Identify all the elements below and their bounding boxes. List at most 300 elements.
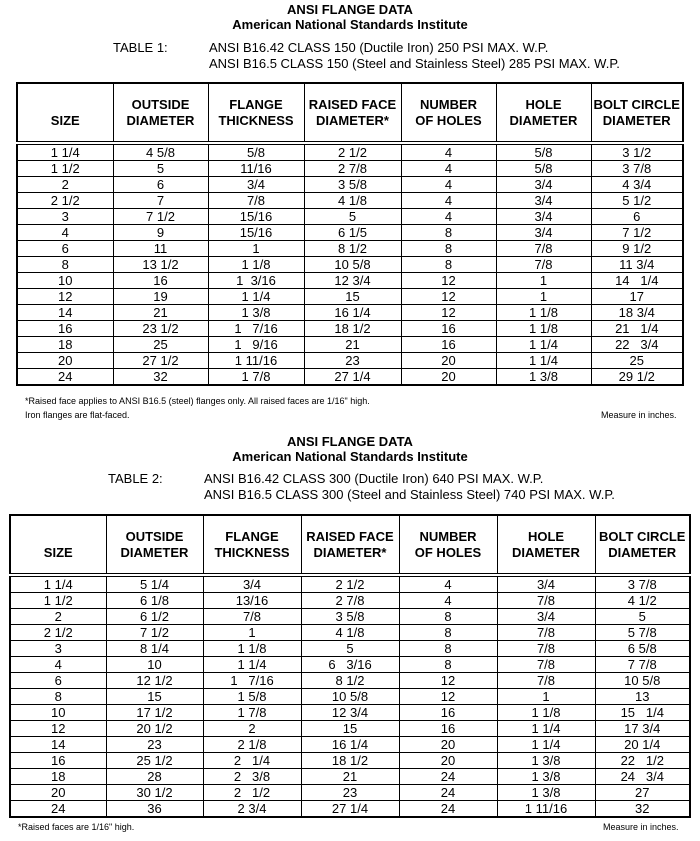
column-header-line2: OF HOLES <box>414 545 482 560</box>
table-cell: 16 <box>10 753 106 769</box>
table-cell: 16 <box>399 721 497 737</box>
table-cell: 13 <box>595 689 690 705</box>
table-cell: 6 1/5 <box>304 225 401 241</box>
column-header-line1: BOLT CIRCLE <box>593 97 680 112</box>
table-cell: 1 1/2 <box>17 161 113 177</box>
column-header-line2: DIAMETER* <box>316 113 389 128</box>
table-cell: 2 3/4 <box>203 801 301 818</box>
table2-spec-line2: ANSI B16.5 CLASS 300 (Steel and Stainless Steel) 740 PSI MAX. W.P. <box>204 487 615 502</box>
column-header <box>203 515 301 575</box>
table-cell: 1 1/8 <box>496 321 591 337</box>
table-cell: 12 3/4 <box>301 705 399 721</box>
table-cell: 6 <box>113 177 208 193</box>
table-cell: 8 <box>401 225 496 241</box>
table-cell: 17 1/2 <box>106 705 203 721</box>
table-cell: 12 1/2 <box>106 673 203 689</box>
table-cell: 3 5/8 <box>304 177 401 193</box>
table-cell: 1 1/4 <box>497 737 595 753</box>
column-header-line2: DIAMETER* <box>313 545 387 560</box>
column-header-line2: THICKNESS <box>214 545 290 560</box>
table2-footnote-line1: *Raised faces are 1/16" high. <box>18 822 135 832</box>
table-cell: 4 <box>401 161 496 177</box>
table-cell: 8 <box>401 241 496 257</box>
table-cell: 1 5/8 <box>203 689 301 705</box>
table-cell: 10 <box>17 273 113 289</box>
table-cell: 20 1/2 <box>106 721 203 737</box>
table-cell: 3/4 <box>496 177 591 193</box>
table-cell: 14 <box>10 737 106 753</box>
column-header-line2: SIZE <box>50 113 80 128</box>
table-header-row <box>17 83 683 143</box>
table-cell: 25 <box>113 337 208 353</box>
column-header <box>595 515 690 575</box>
table-cell: 11 <box>113 241 208 257</box>
column-header-line1: FLANGE <box>229 97 283 112</box>
table1-specs <box>113 40 673 72</box>
column-header-line1: RAISED FACE <box>308 97 397 112</box>
table1-measure-note: Measure in inches. <box>601 410 677 420</box>
table-cell: 18 3/4 <box>591 305 683 321</box>
table-cell: 12 <box>401 273 496 289</box>
table2-label: TABLE 2: <box>108 471 163 486</box>
table-cell: 3 1/2 <box>591 143 683 161</box>
table-cell: 12 <box>399 673 497 689</box>
table-cell: 1 1/4 <box>17 143 113 161</box>
table-cell: 1 1/4 <box>496 337 591 353</box>
table-cell: 8 <box>401 257 496 273</box>
table-cell: 23 1/2 <box>113 321 208 337</box>
column-header-line1: HOLE <box>527 529 565 544</box>
table-cell: 1 1/4 <box>497 721 595 737</box>
table-row <box>17 225 683 241</box>
table-cell: 12 <box>399 689 497 705</box>
table-cell: 3/4 <box>496 193 591 209</box>
table-cell: 5 1/2 <box>591 193 683 209</box>
table-row <box>17 161 683 177</box>
table-cell: 8 1/2 <box>301 673 399 689</box>
table-cell: 4 1/8 <box>301 625 399 641</box>
table-cell: 1 11/16 <box>208 353 304 369</box>
table-cell: 20 1/4 <box>595 737 690 753</box>
table-cell: 25 1/2 <box>106 753 203 769</box>
table-cell: 8 <box>399 657 497 673</box>
table-cell: 1 3/8 <box>497 753 595 769</box>
table-cell: 1 1/8 <box>208 257 304 273</box>
table-cell: 20 <box>399 753 497 769</box>
table-cell: 3/4 <box>496 209 591 225</box>
column-header <box>17 83 113 143</box>
table-cell: 1 <box>497 689 595 705</box>
table-cell: 5 <box>113 161 208 177</box>
table-cell: 24 <box>399 769 497 785</box>
table-cell: 32 <box>113 369 208 386</box>
table-cell: 6 1/8 <box>106 593 203 609</box>
table2-title: ANSI FLANGE DATA <box>287 434 413 449</box>
table1-footnote-line1: *Raised face applies to ANSI B16.5 (steel) flanges only. All raised faces are 1/16" high. <box>25 396 370 406</box>
table-row <box>17 257 683 273</box>
table-cell: 5 7/8 <box>595 625 690 641</box>
table-cell: 14 1/4 <box>591 273 683 289</box>
table-cell: 10 <box>10 705 106 721</box>
table-cell: 3/4 <box>203 575 301 593</box>
table-row <box>10 657 690 673</box>
table2-specs <box>108 471 678 503</box>
table-cell: 18 <box>17 337 113 353</box>
table-cell: 7 1/2 <box>106 625 203 641</box>
table-cell: 30 1/2 <box>106 785 203 801</box>
table-cell: 27 1/4 <box>301 801 399 818</box>
table-cell: 5/8 <box>496 143 591 161</box>
column-header-line1: HOLE <box>525 97 562 112</box>
table-cell: 7/8 <box>496 257 591 273</box>
table-cell: 12 3/4 <box>304 273 401 289</box>
table-cell: 23 <box>304 353 401 369</box>
table-cell: 1 <box>496 273 591 289</box>
table-cell: 1 3/16 <box>208 273 304 289</box>
table-row <box>10 609 690 625</box>
table-cell: 9 1/2 <box>591 241 683 257</box>
column-header-line2: SIZE <box>43 545 73 560</box>
table-cell: 1 1/8 <box>203 641 301 657</box>
table-cell: 16 1/4 <box>304 305 401 321</box>
column-header-line1: FLANGE <box>225 529 279 544</box>
column-header-line1: OUTSIDE <box>125 529 184 544</box>
table-cell: 5 <box>595 609 690 625</box>
table-cell: 16 <box>401 337 496 353</box>
table-cell: 17 <box>591 289 683 305</box>
table-cell: 12 <box>401 289 496 305</box>
column-header-line2: DIAMETER <box>602 113 671 128</box>
table-row <box>10 753 690 769</box>
table-cell: 7/8 <box>497 657 595 673</box>
table-cell: 10 5/8 <box>595 673 690 689</box>
table-cell: 27 1/4 <box>304 369 401 386</box>
table-cell: 8 <box>399 641 497 657</box>
table-cell: 3/4 <box>497 575 595 593</box>
table-cell: 6 <box>17 241 113 257</box>
column-header-line1: NUMBER <box>419 97 478 112</box>
table-cell: 17 3/4 <box>595 721 690 737</box>
table-cell: 25 <box>591 353 683 369</box>
table-cell: 3 <box>10 641 106 657</box>
table-row <box>10 721 690 737</box>
table-cell: 10 5/8 <box>304 257 401 273</box>
table-cell: 20 <box>10 785 106 801</box>
table-cell: 1 7/16 <box>208 321 304 337</box>
table-cell: 15/16 <box>208 209 304 225</box>
column-header <box>113 83 208 143</box>
table-cell: 2 7/8 <box>304 161 401 177</box>
table-cell: 18 1/2 <box>304 321 401 337</box>
table-cell: 20 <box>401 353 496 369</box>
table-cell: 13 1/2 <box>113 257 208 273</box>
table-cell: 1 7/8 <box>208 369 304 386</box>
column-header <box>208 83 304 143</box>
table-row <box>10 673 690 689</box>
table-cell: 1 7/8 <box>203 705 301 721</box>
table-cell: 16 1/4 <box>301 737 399 753</box>
table-cell: 20 <box>17 353 113 369</box>
table-cell: 18 <box>10 769 106 785</box>
table1-footnote-line2: Iron flanges are flat-faced. <box>25 410 130 420</box>
table-cell: 8 1/4 <box>106 641 203 657</box>
table-row <box>10 625 690 641</box>
table-cell: 1 1/2 <box>10 593 106 609</box>
table-cell: 12 <box>17 289 113 305</box>
table-cell: 1 1/4 <box>10 575 106 593</box>
table-row <box>17 273 683 289</box>
table2-spec-line1: ANSI B16.42 CLASS 300 (Ductile Iron) 640 PSI MAX. W.P. <box>204 471 544 486</box>
table-cell: 7 1/2 <box>591 225 683 241</box>
table-cell: 11 3/4 <box>591 257 683 273</box>
table-cell: 1 1/4 <box>203 657 301 673</box>
column-header <box>10 515 106 575</box>
table-cell: 1 1/8 <box>497 705 595 721</box>
table-cell: 3 7/8 <box>595 575 690 593</box>
table-cell: 4 <box>17 225 113 241</box>
table-cell: 22 1/2 <box>595 753 690 769</box>
table-row <box>10 689 690 705</box>
table-row <box>17 353 683 369</box>
table-cell: 24 <box>10 801 106 818</box>
table1-spec-line1: ANSI B16.42 CLASS 150 (Ductile Iron) 250 PSI MAX. W.P. <box>209 40 549 55</box>
table-cell: 6 5/8 <box>595 641 690 657</box>
column-header-line2: DIAMETER <box>126 113 195 128</box>
table-row <box>17 143 683 161</box>
table-cell: 20 <box>399 737 497 753</box>
table-cell: 2 1/2 <box>10 625 106 641</box>
table-cell: 9 <box>113 225 208 241</box>
table-cell: 8 <box>399 609 497 625</box>
table2-subtitle: American National Standards Institute <box>232 449 468 464</box>
table-cell: 16 <box>17 321 113 337</box>
table-cell: 1 1/4 <box>208 289 304 305</box>
table-cell: 2 1/2 <box>17 193 113 209</box>
column-header <box>106 515 203 575</box>
table-cell: 2 1/4 <box>203 753 301 769</box>
table-row <box>10 769 690 785</box>
table-cell: 21 <box>301 769 399 785</box>
table-cell: 2 1/2 <box>203 785 301 801</box>
table-cell: 5 1/4 <box>106 575 203 593</box>
table-cell: 1 3/8 <box>208 305 304 321</box>
table-cell: 6 <box>10 673 106 689</box>
column-header-line1: BOLT CIRCLE <box>599 529 686 544</box>
table-cell: 3 7/8 <box>591 161 683 177</box>
table-cell: 2 1/8 <box>203 737 301 753</box>
table-cell: 32 <box>595 801 690 818</box>
table-cell: 6 3/16 <box>301 657 399 673</box>
table-row <box>10 641 690 657</box>
table2-measure-note: Measure in inches. <box>603 822 679 832</box>
table-cell: 15/16 <box>208 225 304 241</box>
table1-spec-line2: ANSI B16.5 CLASS 150 (Steel and Stainless Steel) 285 PSI MAX. W.P. <box>209 56 620 71</box>
table-cell: 27 1/2 <box>113 353 208 369</box>
column-header-line2: DIAMETER <box>512 545 580 560</box>
table-cell: 16 <box>401 321 496 337</box>
column-header <box>497 515 595 575</box>
table-cell: 3/4 <box>208 177 304 193</box>
table-cell: 4 <box>401 143 496 161</box>
table-cell: 1 11/16 <box>497 801 595 818</box>
table-cell: 27 <box>595 785 690 801</box>
table-cell: 12 <box>10 721 106 737</box>
column-header-line1: RAISED FACE <box>306 529 394 544</box>
table-cell: 2 <box>10 609 106 625</box>
table-cell: 4 3/4 <box>591 177 683 193</box>
table-row <box>10 705 690 721</box>
table-cell: 1 1/4 <box>496 353 591 369</box>
table-cell: 4 <box>401 209 496 225</box>
table-row <box>10 575 690 593</box>
table-cell: 1 <box>208 241 304 257</box>
table-row <box>10 593 690 609</box>
table-cell: 8 <box>10 689 106 705</box>
table-cell: 7 <box>113 193 208 209</box>
table-cell: 24 <box>399 801 497 818</box>
table-row <box>17 177 683 193</box>
table-cell: 21 1/4 <box>591 321 683 337</box>
table1-title: ANSI FLANGE DATA <box>287 2 413 17</box>
table-cell: 4 <box>401 177 496 193</box>
table-cell: 36 <box>106 801 203 818</box>
table-cell: 21 <box>113 305 208 321</box>
table-cell: 4 1/2 <box>595 593 690 609</box>
table-cell: 16 <box>113 273 208 289</box>
table-cell: 2 7/8 <box>301 593 399 609</box>
table-cell: 23 <box>106 737 203 753</box>
table-cell: 7/8 <box>497 673 595 689</box>
table-cell: 7/8 <box>208 193 304 209</box>
table-cell: 3/4 <box>497 609 595 625</box>
table-row <box>10 737 690 753</box>
column-header-line2: THICKNESS <box>218 113 294 128</box>
table-cell: 8 1/2 <box>304 241 401 257</box>
column-header-line2: DIAMETER <box>608 545 677 560</box>
column-header <box>304 83 401 143</box>
column-header-line1: NUMBER <box>419 529 477 544</box>
table-cell: 7/8 <box>497 641 595 657</box>
column-header-line2: DIAMETER <box>509 113 578 128</box>
table-cell: 4 5/8 <box>113 143 208 161</box>
table1-label: TABLE 1: <box>113 40 168 55</box>
table-cell: 28 <box>106 769 203 785</box>
table-cell: 5 <box>301 641 399 657</box>
table-cell: 15 1/4 <box>595 705 690 721</box>
table-cell: 4 <box>399 575 497 593</box>
table-header-row <box>10 515 690 575</box>
table-cell: 2 1/2 <box>301 575 399 593</box>
column-header <box>399 515 497 575</box>
table-cell: 1 7/16 <box>203 673 301 689</box>
table-row <box>17 241 683 257</box>
table-cell: 15 <box>106 689 203 705</box>
table-row <box>17 289 683 305</box>
table-cell: 2 <box>17 177 113 193</box>
table-cell: 24 3/4 <box>595 769 690 785</box>
table-cell: 6 1/2 <box>106 609 203 625</box>
table-cell: 1 3/8 <box>497 769 595 785</box>
table-cell: 6 <box>591 209 683 225</box>
table-row <box>17 369 683 386</box>
table-cell: 1 3/8 <box>496 369 591 386</box>
table-cell: 15 <box>301 721 399 737</box>
table-cell: 1 <box>203 625 301 641</box>
table-cell: 29 1/2 <box>591 369 683 386</box>
column-header <box>591 83 683 143</box>
table-row <box>17 337 683 353</box>
table-row <box>17 193 683 209</box>
table-cell: 3 5/8 <box>301 609 399 625</box>
table1-subtitle: American National Standards Institute <box>232 17 468 32</box>
table-cell: 1 9/16 <box>208 337 304 353</box>
table-cell: 18 1/2 <box>301 753 399 769</box>
table-cell: 8 <box>399 625 497 641</box>
table-cell: 4 1/8 <box>304 193 401 209</box>
table-cell: 4 <box>401 193 496 209</box>
table-cell: 24 <box>399 785 497 801</box>
table-cell: 7/8 <box>497 625 595 641</box>
table-row <box>10 801 690 818</box>
column-header <box>301 515 399 575</box>
table-cell: 1 <box>496 289 591 305</box>
table-cell: 3/4 <box>496 225 591 241</box>
table-row <box>17 321 683 337</box>
table-cell: 19 <box>113 289 208 305</box>
table-cell: 12 <box>401 305 496 321</box>
table-cell: 8 <box>17 257 113 273</box>
table-cell: 7/8 <box>496 241 591 257</box>
table-cell: 4 <box>10 657 106 673</box>
flange-table-1 <box>16 82 684 386</box>
table-cell: 21 <box>304 337 401 353</box>
table-cell: 20 <box>401 369 496 386</box>
table-cell: 5/8 <box>496 161 591 177</box>
table-row <box>17 305 683 321</box>
table-cell: 10 <box>106 657 203 673</box>
table-row <box>10 785 690 801</box>
table-cell: 4 <box>399 593 497 609</box>
table-cell: 7/8 <box>203 609 301 625</box>
table-cell: 22 3/4 <box>591 337 683 353</box>
table-cell: 10 5/8 <box>301 689 399 705</box>
table-cell: 7 1/2 <box>113 209 208 225</box>
table-cell: 5 <box>304 209 401 225</box>
table-cell: 7/8 <box>497 593 595 609</box>
table-cell: 7 7/8 <box>595 657 690 673</box>
table-cell: 16 <box>399 705 497 721</box>
table-row <box>17 209 683 225</box>
column-header-line1: OUTSIDE <box>131 97 190 112</box>
table-cell: 2 3/8 <box>203 769 301 785</box>
column-header <box>496 83 591 143</box>
flange-table-2 <box>9 514 691 818</box>
table-cell: 1 1/8 <box>496 305 591 321</box>
column-header-line2: OF HOLES <box>415 113 482 128</box>
table-cell: 24 <box>17 369 113 386</box>
column-header-line2: DIAMETER <box>120 545 189 560</box>
table-cell: 2 <box>203 721 301 737</box>
table-cell: 1 3/8 <box>497 785 595 801</box>
table-cell: 13/16 <box>203 593 301 609</box>
column-header <box>401 83 496 143</box>
table-cell: 2 1/2 <box>304 143 401 161</box>
table-cell: 5/8 <box>208 143 304 161</box>
table-cell: 15 <box>304 289 401 305</box>
table-cell: 11/16 <box>208 161 304 177</box>
table-cell: 23 <box>301 785 399 801</box>
table-cell: 3 <box>17 209 113 225</box>
